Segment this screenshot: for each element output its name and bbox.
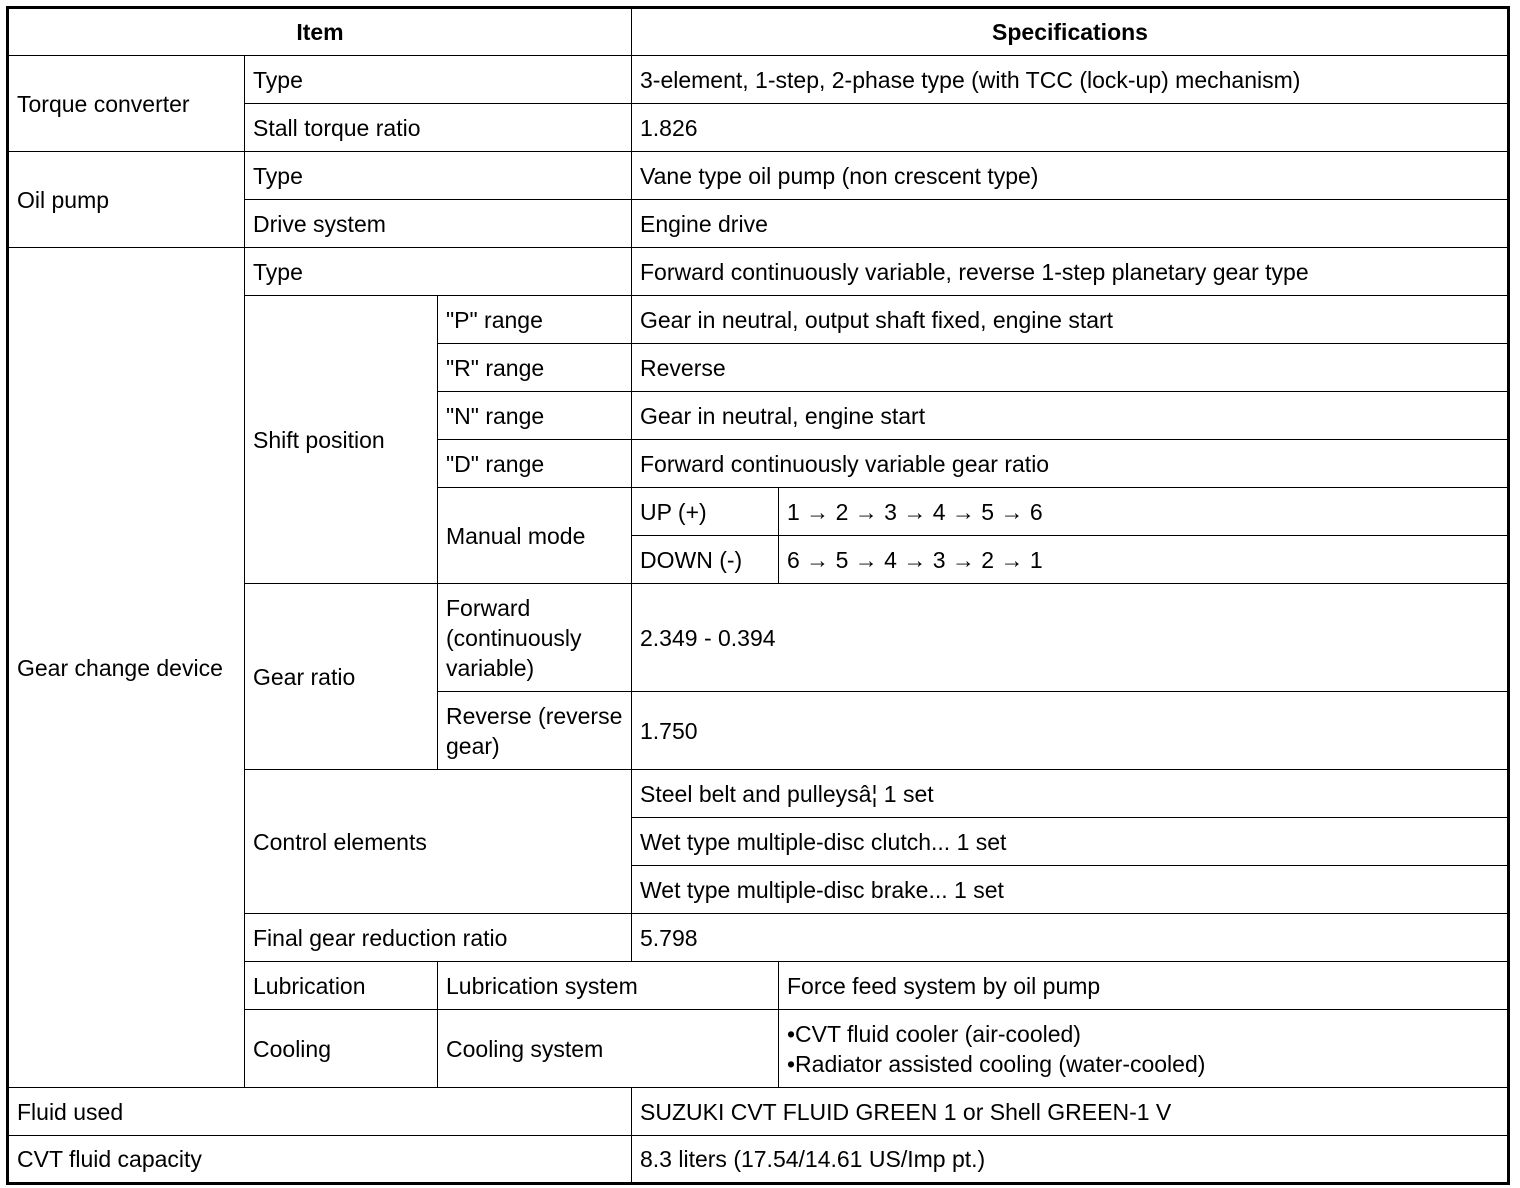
lubrication-label: Lubrication [245,962,438,1010]
control-element-1: Steel belt and pulleysâ¦ 1 set [632,770,1509,818]
p-range-label: "P" range [438,296,632,344]
header-row [8,8,1509,56]
header-specifications: Specifications [632,8,1509,56]
gear-change-type-label: Type [245,248,632,296]
torque-converter-label: Torque converter [8,56,245,152]
table-row [8,248,1509,296]
fluid-capacity-value: 8.3 liters (17.54/14.61 US/Imp pt.) [632,1136,1509,1184]
up-label: UP (+) [632,488,779,536]
manual-mode-label: Manual mode [438,488,632,584]
cooling-value-line-1: •CVT fluid cooler (air-cooled) [787,1020,1081,1047]
gear-change-type-value: Forward continuously variable, reverse 1-step planetary gear type [632,248,1509,296]
oil-pump-type-label: Type [245,152,632,200]
stall-torque-ratio-value: 1.826 [632,104,1509,152]
n-range-label: "N" range [438,392,632,440]
gear-ratio-label: Gear ratio [245,584,438,770]
d-range-value: Forward continuously variable gear ratio [632,440,1509,488]
fluid-used-label: Fluid used [8,1088,632,1136]
lubrication-system-label: Lubrication system [438,962,779,1010]
torque-converter-type-value: 3-element, 1-step, 2-phase type (with TCC (lock-up) mechanism) [632,56,1509,104]
oil-pump-type-value: Vane type oil pump (non crescent type) [632,152,1509,200]
forward-ratio-label: Forward (continuously variable) [438,584,632,692]
stall-torque-ratio-label: Stall torque ratio [245,104,632,152]
final-gear-reduction-value: 5.798 [632,914,1509,962]
reverse-ratio-label: Reverse (reverse gear) [438,692,632,770]
control-elements-label: Control elements [245,770,632,914]
p-range-value: Gear in neutral, output shaft fixed, engine start [632,296,1509,344]
torque-converter-type-label: Type [245,56,632,104]
up-value: 1 → 2 → 3 → 4 → 5 → 6 [779,488,1509,536]
drive-system-value: Engine drive [632,200,1509,248]
table-row [8,152,1509,200]
specifications-table [6,6,1510,1185]
r-range-label: "R" range [438,344,632,392]
table-row [8,1088,1509,1136]
forward-ratio-value: 2.349 - 0.394 [632,584,1509,692]
r-range-value: Reverse [632,344,1509,392]
gear-change-device-label: Gear change device [8,248,245,1088]
table-row [8,1136,1509,1184]
control-element-2: Wet type multiple-disc clutch... 1 set [632,818,1509,866]
table-row [8,56,1509,104]
oil-pump-label: Oil pump [8,152,245,248]
lubrication-system-value: Force feed system by oil pump [779,962,1509,1010]
control-element-3: Wet type multiple-disc brake... 1 set [632,866,1509,914]
d-range-label: "D" range [438,440,632,488]
n-range-value: Gear in neutral, engine start [632,392,1509,440]
reverse-ratio-value: 1.750 [632,692,1509,770]
header-item: Item [8,8,632,56]
drive-system-label: Drive system [245,200,632,248]
cooling-system-label: Cooling system [438,1010,779,1088]
cooling-label: Cooling [245,1010,438,1088]
fluid-used-value: SUZUKI CVT FLUID GREEN 1 or Shell GREEN-1 V [632,1088,1509,1136]
cooling-system-value [779,1010,1509,1088]
cooling-value-line-2: •Radiator assisted cooling (water-cooled) [787,1050,1206,1077]
down-value: 6 → 5 → 4 → 3 → 2 → 1 [779,536,1509,584]
fluid-capacity-label: CVT fluid capacity [8,1136,632,1184]
shift-position-label: Shift position [245,296,438,584]
down-label: DOWN (-) [632,536,779,584]
final-gear-reduction-label: Final gear reduction ratio [245,914,632,962]
